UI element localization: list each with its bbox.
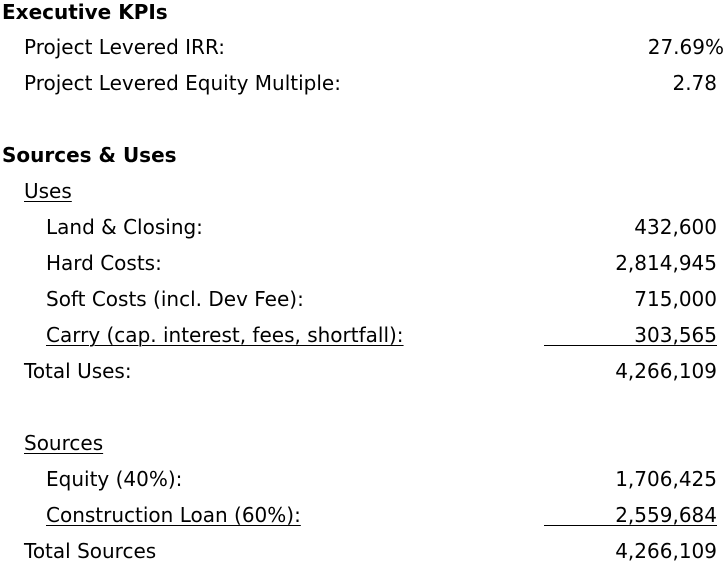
construction-loan-value: 2,559,684	[615, 503, 717, 527]
equity-label: Equity (40%):	[46, 467, 183, 491]
irr-row	[0, 29, 727, 65]
irr-label: Project Levered IRR:	[24, 35, 225, 59]
total-uses-label: Total Uses:	[24, 359, 132, 383]
sources-uses-heading: Sources & Uses	[2, 143, 177, 167]
sources-row-construction-loan	[0, 497, 727, 533]
sources-row-equity	[0, 461, 727, 497]
uses-row-land	[0, 209, 727, 245]
construction-loan-label: Construction Loan (60%):	[46, 503, 301, 527]
total-sources-label: Total Sources	[24, 539, 157, 563]
uses-heading: Uses	[24, 179, 72, 203]
kpi-heading-row	[0, 0, 727, 30]
equity-multiple-label: Project Levered Equity Multiple:	[24, 71, 341, 95]
uses-row-hard-costs	[0, 245, 727, 281]
equity-value: 1,706,425	[615, 467, 717, 491]
total-uses-row	[0, 353, 727, 389]
land-closing-label: Land & Closing:	[46, 215, 203, 239]
total-uses-value: 4,266,109	[615, 359, 717, 383]
equity-multiple-row	[0, 65, 727, 101]
soft-costs-value: 715,000	[634, 287, 717, 311]
kpi-heading: Executive KPIs	[2, 0, 168, 24]
hard-costs-label: Hard Costs:	[46, 251, 162, 275]
total-sources-row	[0, 533, 727, 569]
sources-heading-row	[0, 425, 727, 461]
uses-heading-row	[0, 173, 727, 209]
equity-multiple-value: 2.78	[672, 71, 717, 95]
carry-label: Carry (cap. interest, fees, shortfall):	[46, 323, 404, 347]
uses-row-soft-costs	[0, 281, 727, 317]
sources-uses-heading-row	[0, 137, 727, 173]
land-closing-value: 432,600	[634, 215, 717, 239]
sources-subtotal-underline	[544, 525, 717, 526]
uses-row-carry	[0, 317, 727, 353]
soft-costs-label: Soft Costs (incl. Dev Fee):	[46, 287, 304, 311]
sources-heading: Sources	[24, 431, 104, 455]
carry-value: 303,565	[634, 323, 717, 347]
hard-costs-value: 2,814,945	[615, 251, 717, 275]
irr-value: 27.69%	[647, 35, 724, 59]
uses-subtotal-underline	[544, 345, 717, 346]
total-sources-value: 4,266,109	[615, 539, 717, 563]
